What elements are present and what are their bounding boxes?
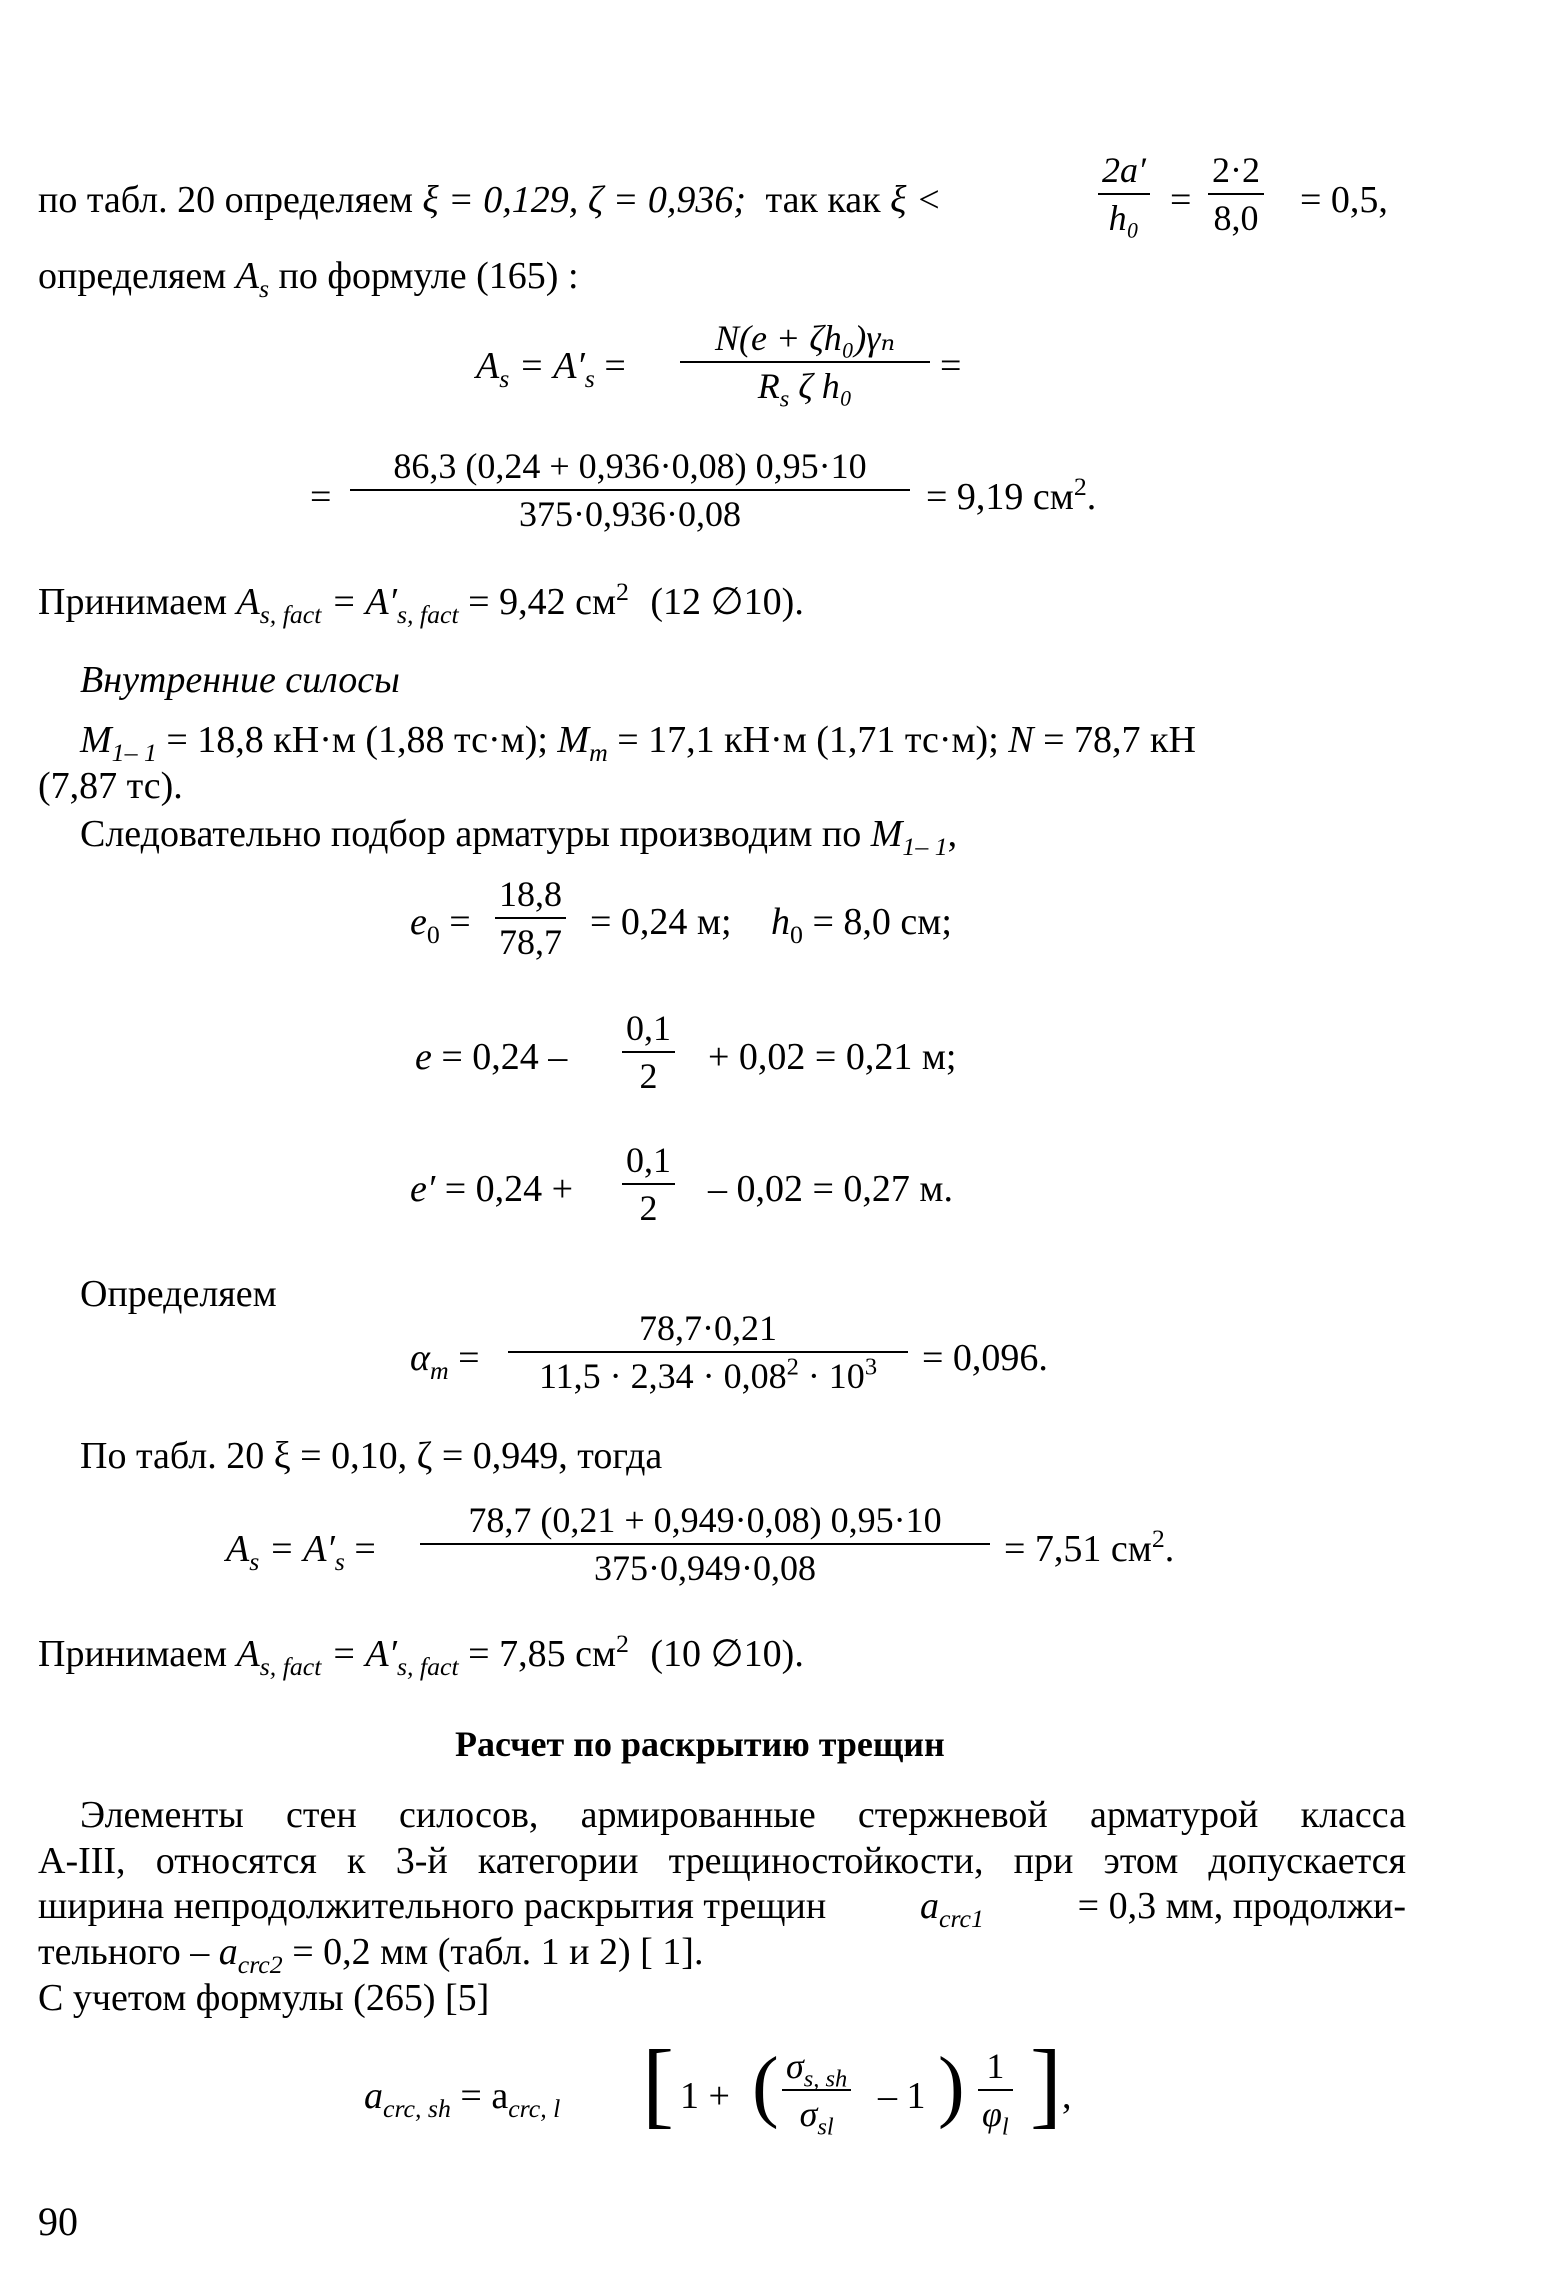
forces-N: N bbox=[1008, 719, 1034, 761]
accept1-Aprime: = A′ bbox=[330, 581, 397, 623]
formula1-eq: = bbox=[604, 345, 626, 387]
formula1-A: A bbox=[476, 345, 500, 387]
formula1-fraction bbox=[680, 318, 930, 413]
phi-symbol: φ bbox=[982, 2094, 1002, 2134]
alpha-den-sup2: 3 bbox=[864, 1353, 878, 1381]
formula3-end: . bbox=[1164, 1528, 1175, 1570]
phi-sub: l bbox=[1001, 2113, 1009, 2141]
h0-sub: 0 bbox=[790, 920, 803, 950]
e0-eq: = bbox=[449, 901, 471, 943]
forces-M1: M bbox=[80, 719, 112, 761]
formula3-value: = 7,51 см bbox=[1004, 1528, 1152, 1570]
fraction-denominator: h₀ bbox=[1098, 193, 1150, 238]
e0-value-line bbox=[590, 900, 952, 950]
eprime-post: – 0,02 = 0,27 м. bbox=[708, 1168, 953, 1210]
e-denominator: 2 bbox=[622, 1051, 675, 1096]
alpha-lhs bbox=[410, 1336, 480, 1386]
alpha-eq: = bbox=[458, 1337, 480, 1379]
formula3-fraction bbox=[420, 1500, 990, 1588]
alpha-symbol: α bbox=[410, 1337, 430, 1379]
acrc1-symbol: a bbox=[919, 1885, 939, 1927]
with-formula-line: С учетом формулы (265) [5] bbox=[38, 1977, 490, 2019]
eprime-fraction bbox=[622, 1140, 675, 1228]
para-line-3 bbox=[38, 1884, 1406, 1934]
alpha-fraction bbox=[508, 1308, 908, 1396]
forces-line bbox=[80, 718, 1196, 768]
final-right-bracket: ] bbox=[1030, 2030, 1062, 2137]
forces-Mm-sub: m bbox=[589, 738, 608, 768]
h0-value: = 8,0 см; bbox=[812, 901, 952, 943]
eprime-symbol: e′ bbox=[410, 1168, 436, 1210]
final-left-paren: ( bbox=[752, 2042, 779, 2130]
accept1-label: Принимаем bbox=[38, 581, 228, 623]
fraction-2a-h0 bbox=[1098, 150, 1150, 238]
formula3-sup: 2 bbox=[1151, 1523, 1165, 1553]
acrc1-sub: crc1 bbox=[938, 1904, 984, 1934]
accept2-bars: (10 ∅10). bbox=[650, 1633, 804, 1675]
eprime-denominator: 2 bbox=[622, 1183, 675, 1228]
sigma-s-sh-sub: s, sh bbox=[803, 2065, 848, 2093]
intro-zeta: ζ = 0,936; bbox=[587, 179, 746, 221]
accept1-sup: 2 bbox=[615, 576, 629, 606]
final-a-sub: crc, sh bbox=[383, 2094, 451, 2124]
consequently-M-sub: 1– 1 bbox=[902, 832, 948, 862]
formula3-denominator: 375·0,949·0,08 bbox=[420, 1543, 990, 1588]
final-sigma-num bbox=[782, 2046, 851, 2093]
formula2-eq: = bbox=[310, 476, 332, 518]
para-l3a: ширина непродолжительного раскрытия трещин bbox=[38, 1885, 827, 1927]
intro-eq1: = bbox=[1170, 179, 1192, 221]
accept1-A-sub: s, fact bbox=[259, 600, 322, 630]
fraction-numerator: 2a′ bbox=[1102, 150, 1146, 190]
e0-symbol: e bbox=[410, 901, 427, 943]
accept2-Aprime: = A′ bbox=[330, 1633, 397, 1675]
eprime-lhs-line bbox=[410, 1167, 573, 1211]
final-a: a bbox=[364, 2075, 383, 2117]
final-sigma-den bbox=[782, 2089, 851, 2141]
final-eq: = a bbox=[460, 2075, 509, 2117]
formula3-A: A bbox=[226, 1528, 250, 1570]
formula2-fraction bbox=[350, 446, 910, 534]
accept2-Aprime-sub: s, fact bbox=[396, 1652, 459, 1682]
symbol-As: A bbox=[235, 255, 259, 297]
formula2-denominator: 375·0,936·0,08 bbox=[350, 489, 910, 534]
para-line-2: А-III, относятся к 3-й категории трещиностойкости, при этом допускается bbox=[38, 1840, 1406, 1882]
forces-M1-sub: 1– 1 bbox=[111, 738, 157, 768]
intro-line-2 bbox=[38, 254, 579, 304]
formula1-eq-end: = bbox=[940, 345, 962, 387]
para-acrc1 bbox=[919, 1884, 984, 1934]
formula2-sup: 2 bbox=[1073, 471, 1087, 501]
fraction-numerator: 2·2 bbox=[1212, 150, 1260, 190]
consequently-M: M bbox=[870, 813, 903, 855]
formula1-den-rest: ζ h₀ bbox=[798, 366, 853, 406]
intro-line bbox=[38, 178, 942, 222]
forces-Mm-value: = 17,1 кН·м (1,71 тс·м); bbox=[617, 719, 999, 761]
alpha-den-sup1: 2 bbox=[786, 1353, 799, 1381]
fraction-denominator: 8,0 bbox=[1208, 193, 1264, 238]
intro-determine: определяем bbox=[38, 255, 227, 297]
alpha-denominator bbox=[508, 1351, 908, 1396]
formula1-Aprime: = A′ bbox=[518, 345, 585, 387]
alpha-den-b: · 10 bbox=[798, 1356, 865, 1396]
intro-result: = 0,5, bbox=[1300, 179, 1388, 221]
fraction-2x2-8 bbox=[1208, 150, 1264, 238]
final-lhs bbox=[364, 2074, 561, 2124]
alpha-numerator: 78,7·0,21 bbox=[639, 1308, 777, 1348]
section-title-internal-silos: Внутренние силосы bbox=[80, 659, 400, 701]
e-numerator: 0,1 bbox=[626, 1008, 671, 1048]
alpha-den-a: 11,5 · 2,34 · 0,08 bbox=[538, 1356, 787, 1396]
symbol-As-sub: s bbox=[258, 274, 270, 304]
formula2-value: = 9,19 см bbox=[926, 476, 1074, 518]
forces-Mm: M bbox=[557, 719, 590, 761]
e0-lhs bbox=[410, 900, 471, 950]
e-fraction bbox=[622, 1008, 675, 1096]
final-comma: , bbox=[1062, 2075, 1072, 2117]
e0-sub: 0 bbox=[426, 920, 440, 950]
final-right-paren: ) bbox=[938, 2042, 965, 2130]
final-left-bracket: [ bbox=[642, 2030, 674, 2137]
intro-lead: по табл. 20 определяем bbox=[38, 179, 413, 221]
e-post: + 0,02 = 0,21 м; bbox=[708, 1036, 957, 1078]
e-symbol: e bbox=[415, 1036, 432, 1078]
page-number: 90 bbox=[38, 2199, 78, 2244]
e0-numerator: 18,8 bbox=[499, 874, 562, 914]
final-phi-fraction bbox=[978, 2046, 1013, 2141]
table20-line: По табл. 20 ξ = 0,10, ζ = 0,949, тогда bbox=[80, 1435, 663, 1477]
forces-N-value: = 78,7 кН bbox=[1043, 719, 1196, 761]
accept1-bars: (12 ∅10). bbox=[650, 581, 804, 623]
para-line-4 bbox=[38, 1930, 704, 1980]
formula1-A-sub: s bbox=[499, 364, 510, 394]
forces-M1-value: = 18,8 кН·м (1,88 тс·м); bbox=[166, 719, 548, 761]
accept1-value: = 9,42 см bbox=[468, 581, 616, 623]
accept1-line bbox=[38, 576, 804, 630]
alpha-sub: m bbox=[429, 1356, 449, 1386]
formula3-A-sub: s bbox=[249, 1547, 260, 1577]
acrc2-sub: crc2 bbox=[237, 1950, 283, 1980]
e-pre: = 0,24 – bbox=[441, 1036, 568, 1078]
sigma-sl: σ bbox=[799, 2094, 818, 2134]
formula2-numerator: 86,3 (0,24 + 0,936·0,08) 0,95·10 bbox=[393, 446, 867, 486]
consequently-text: Следовательно подбор арматуры производим по bbox=[80, 813, 862, 855]
final-one-plus: 1 + bbox=[680, 2075, 730, 2117]
consequently-line bbox=[80, 812, 958, 862]
e0-denominator: 78,7 bbox=[495, 917, 566, 962]
formula3-Aprime: = A′ bbox=[268, 1528, 335, 1570]
para-l4a: тельного – bbox=[38, 1931, 210, 1973]
formula3-result bbox=[1004, 1523, 1175, 1571]
e0-value: = 0,24 м; bbox=[590, 901, 732, 943]
formula2-result bbox=[926, 471, 1097, 519]
final-minus-one: – 1 bbox=[878, 2075, 926, 2117]
accept2-sup: 2 bbox=[615, 1628, 629, 1658]
final-sigma-fraction bbox=[782, 2046, 851, 2141]
determine-label: Определяем bbox=[80, 1273, 277, 1315]
accept2-label: Принимаем bbox=[38, 1633, 228, 1675]
formula-ref: по формуле (165) : bbox=[278, 255, 579, 297]
formula3-numerator: 78,7 (0,21 + 0,949·0,08) 0,95·10 bbox=[468, 1500, 942, 1540]
formula1-lhs bbox=[476, 344, 626, 394]
formula3-lhs bbox=[226, 1527, 376, 1577]
final-phi-num: 1 bbox=[986, 2046, 1005, 2086]
formula2-end: . bbox=[1086, 476, 1097, 518]
final-eq-sub: crc, l bbox=[508, 2094, 561, 2124]
para-l3b: = 0,3 мм, продолжи- bbox=[1077, 1885, 1406, 1927]
final-phi-den bbox=[978, 2089, 1013, 2141]
accept2-line bbox=[38, 1628, 804, 1682]
consequently-end: , bbox=[947, 813, 958, 855]
para-line-1: Элементы стен силосов, армированные стержневой арматурой класса bbox=[80, 1794, 1406, 1836]
sigma-s-sh: σ bbox=[786, 2046, 804, 2086]
forces-line-2: (7,87 тс). bbox=[38, 765, 183, 807]
formula1-R-sub: s bbox=[779, 385, 790, 413]
section-heading: Расчет по раскрытию трещин bbox=[455, 1724, 945, 1764]
acrc2-symbol: a bbox=[218, 1931, 238, 1973]
accept1-Aprime-sub: s, fact bbox=[396, 600, 459, 630]
para-l4b: = 0,2 мм (табл. 1 и 2) [ 1]. bbox=[292, 1931, 704, 1973]
formula1-numerator: N(e + ζh₀)γₙ bbox=[714, 318, 896, 358]
formula1-Aprime-sub: s bbox=[584, 364, 595, 394]
accept2-A: A bbox=[236, 1633, 260, 1675]
e0-fraction bbox=[495, 874, 566, 962]
alpha-value: = 0,096. bbox=[922, 1337, 1048, 1379]
eprime-pre: = 0,24 + bbox=[444, 1168, 574, 1210]
accept2-value: = 7,85 см bbox=[468, 1633, 616, 1675]
h0-symbol: h bbox=[771, 901, 791, 943]
formula3-Aprime-sub: s bbox=[334, 1547, 345, 1577]
accept1-A: A bbox=[236, 581, 260, 623]
e-lhs-line bbox=[415, 1035, 567, 1079]
eprime-numerator: 0,1 bbox=[626, 1140, 671, 1180]
formula3-eq: = bbox=[354, 1528, 376, 1570]
accept2-A-sub: s, fact bbox=[259, 1652, 322, 1682]
formula1-denominator bbox=[680, 361, 930, 413]
intro-xi: ξ = 0,129, bbox=[422, 179, 579, 221]
intro-since: так как bbox=[765, 179, 881, 221]
formula1-R: R bbox=[757, 366, 780, 406]
intro-xi-lt: ξ < bbox=[890, 179, 942, 221]
sigma-sl-sub: sl bbox=[817, 2113, 834, 2141]
